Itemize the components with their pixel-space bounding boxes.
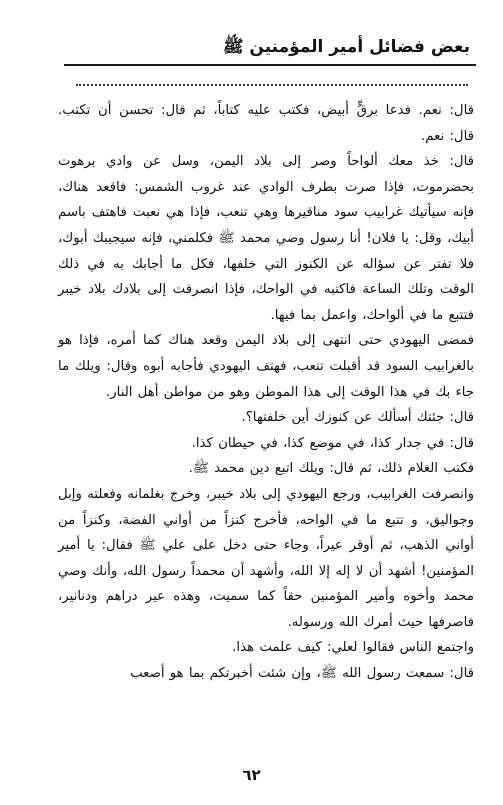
header-rule bbox=[64, 64, 476, 66]
paragraph: قال: سمعت رسول الله ﷺ، وإن شئت أخبرتكم بما هو أصعب bbox=[130, 666, 474, 682]
paragraph: واجتمع الناس فقالوا لعلي: كيف علمت هذا. bbox=[232, 640, 474, 656]
paragraph: قال: في جدار كذا، في موضع كذا، في حيطان كذا. bbox=[191, 435, 474, 451]
paragraph: قال: نعم. فدعا برقٍّ أبيض، فكتب عليه كتاباً، ثم قال: تحسن أن تكتب. قال: نعم. bbox=[58, 103, 474, 144]
paragraph: وانصرفت الغرابيب، ورجع اليهودي إلى بلاد خيبر، وخرج بغلمانه وفعلته وإبل وجواليق، و تتبع ما في الواحه، فأخرج كنزاً من أواني الفضة، وكنزاً من أواني الذهب، ثم أوقر عيراً، وجاء حتى دخل على علي ﷺ فقال: يا أمير المؤمنين! أشهد أن لا إله إلا الله، وأشهد أن محمداً رسول الله، وأنك وصي محمد وأخوه وأمير المؤمنين حقاً كما سميت، وهذه عير دراهم ودنانير، فاصرفها حيث أمرك الله ورسوله. bbox=[58, 486, 474, 630]
dotted-separator bbox=[76, 72, 468, 86]
page-number: ٦٢ bbox=[242, 766, 261, 784]
body-text bbox=[58, 98, 474, 687]
paragraph: فمضى اليهودي حتى انتهى إلى بلاد اليمن وقعد هناك كما أمره، فإذا هو بالغرابيب السود قد أقبلت تنعب، فهتف اليهودي فأجابه أبوه وقال: ويلك ما جاء بك في هذا الوقت إلى هذا الموطن وهو من مواطن أهل النار. bbox=[58, 333, 474, 400]
paragraph: فكتب الغلام ذلك، ثم قال: ويلك اتبع دين محمد ﷺ. bbox=[188, 461, 474, 477]
running-header: بعض فضائل أمير المؤمنين ﷺ bbox=[222, 37, 470, 57]
paragraph: قال: خذ معك ألواحاً وصر إلى بلاد اليمن، وسل عن وادي برهوت بحضرموت، فإذا صرت بطرف الوادي عند غروب الشمس: فاقعد هناك، فإنه سيأتيك غرابيب سود مناقيرها وهي تنعب، فإذا هي نعبت فاهتف باسم أبيك، وقل: يا فلان! أنا رسول وصي محمد ﷺ فكلمني، فإنه سيجيبك أبوك، فلا تفتر عن سؤاله عن الكنوز التي خلفها، فكل ما أجابك به في ذلك الوقت وتلك الساعة فاكتبه في الواحك، فإذا انصرفت إلى بلادك بلاد خيبر فتتبع ما في ألواحك، واعمل بما فيها. bbox=[58, 154, 474, 323]
paragraph: قال: جئتك أسألك عن كنوزك أين خلفتها؟. bbox=[241, 410, 474, 426]
